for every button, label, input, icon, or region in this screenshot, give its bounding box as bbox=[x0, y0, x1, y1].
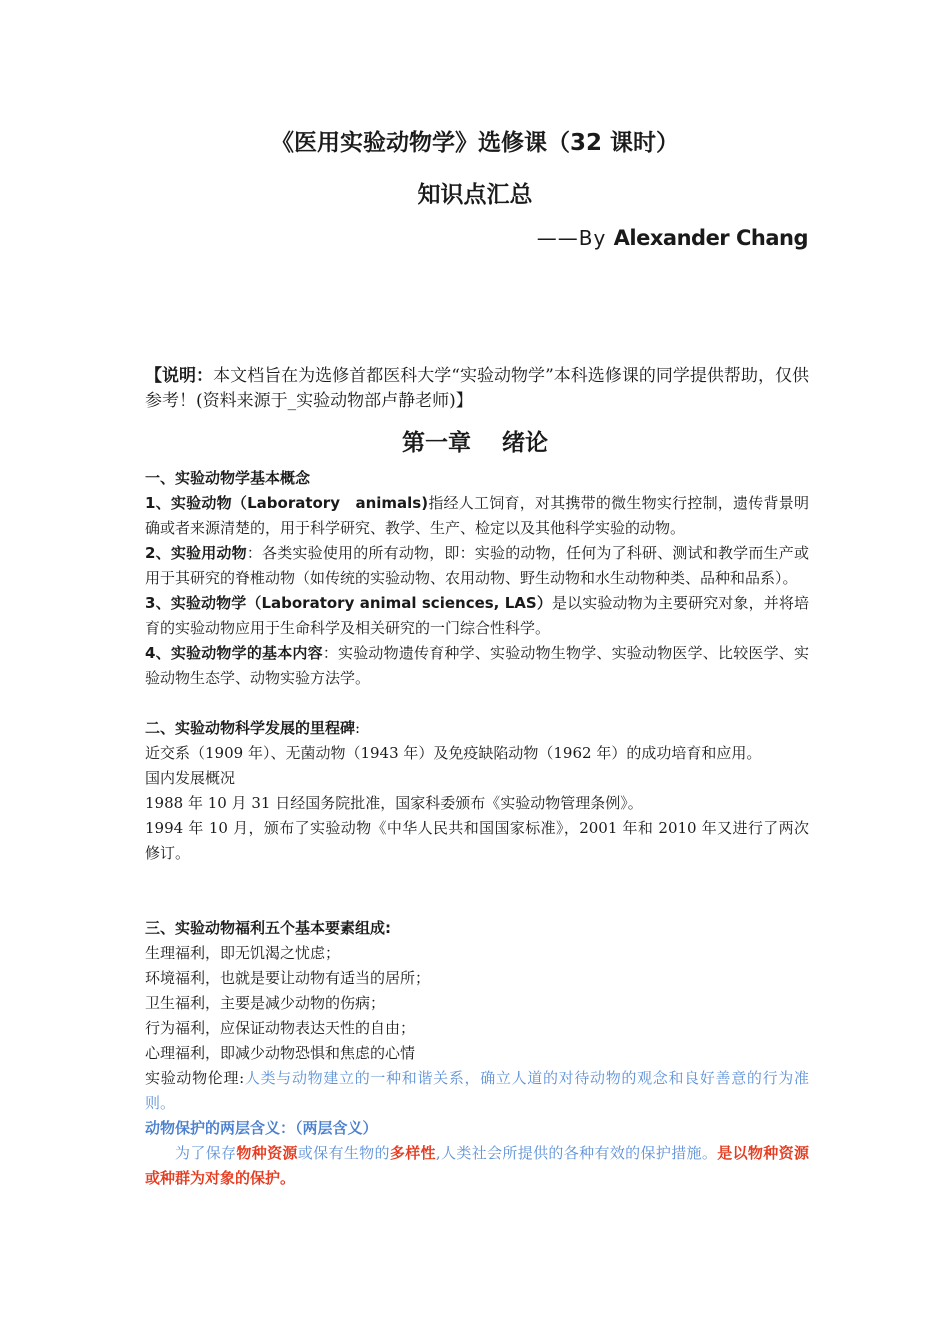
welfare-line: 行为福利，应保证动物表达天性的自由； bbox=[145, 1019, 416, 1037]
section2-heading-line bbox=[145, 716, 809, 741]
protection-paragraph bbox=[145, 1141, 809, 1191]
protection-heading: 动物保护的两层含义：（两层含义） bbox=[145, 1119, 378, 1137]
welfare-line: 卫生福利，主要是减少动物的伤病； bbox=[145, 994, 386, 1012]
definition-text: ：实验动物遗传育种学、实验动物生物学、实验动物医学、比较医学、实验动物生态学、动物实验方法学。 bbox=[145, 644, 809, 687]
section1-heading: 一、实验动物学基本概念 bbox=[145, 469, 311, 487]
ethics-text: 人类与动物建立的一种和谐关系，确立人道的对待动物的观念和良好善意的行为准则。 bbox=[145, 1069, 809, 1112]
definition-text: ：各类实验使用的所有动物，即：实验的动物，任何为了科研、测试和教学而生产或用于其研究的脊椎动物（如传统的实验动物、农用动物、野生动物和水生动物种类、品种和品系）。 bbox=[145, 544, 809, 587]
milestone-line: 近交系（1909 年）、无菌动物（1943 年）及免疫缺陷动物（1962 年）的成功培育和应用。 bbox=[145, 744, 762, 762]
author-name: Alexander Chang bbox=[613, 226, 808, 250]
section2-heading: 二、实验动物科学发展的里程碑 bbox=[145, 719, 356, 737]
milestone-line: 1988 年 10 月 31 日经国务院批准，国家科委颁布《实验动物管理条例》。 bbox=[145, 794, 643, 812]
definition-item bbox=[145, 641, 809, 691]
document-body bbox=[145, 466, 809, 1191]
protection-highlight: 多样性 bbox=[389, 1144, 436, 1162]
note-text: 本文档旨在为选修首都医科大学“实验动物学”本科选修课的同学提供帮助，仅供参考！(资料来源于_实验动物部卢静老师)】 bbox=[145, 366, 809, 411]
author-byline bbox=[537, 226, 808, 250]
definition-term: 4、实验动物学的基本内容 bbox=[145, 644, 323, 662]
welfare-line: 生理福利，即无饥渴之忧虑； bbox=[145, 944, 341, 962]
document-note bbox=[145, 364, 809, 414]
document-title: 《医用实验动物学》选修课（32 课时） bbox=[270, 130, 679, 156]
section2-heading-suffix: : bbox=[355, 719, 361, 737]
section3-heading: 三、实验动物福利五个基本要素组成: bbox=[145, 919, 392, 937]
milestone-line: 1994 年 10 月，颁布了实验动物《中华人民共和国国家标准》，2001 年和 2010 年又进行了两次修订。 bbox=[145, 819, 809, 862]
protection-text: ,人类社会所提供的各种有效的保护措施。 bbox=[435, 1144, 718, 1162]
definition-text: 指经人工饲育，对其携带的微生物实行控制，遗传背景明确或者来源清楚的，用于科学研究、教学、生产、检定以及其他科学实验的动物。 bbox=[145, 494, 809, 537]
definition-item bbox=[145, 491, 809, 541]
note-label: 【说明： bbox=[145, 366, 214, 386]
welfare-line: 心理福利，即减少动物恐惧和焦虑的心情 bbox=[145, 1044, 416, 1062]
definition-item bbox=[145, 541, 809, 591]
byline-prefix: ——By bbox=[536, 226, 614, 250]
document-subtitle: 知识点汇总 bbox=[417, 182, 533, 208]
ethics-label: 实验动物伦理: bbox=[145, 1069, 245, 1087]
protection-highlight: 物种资源 bbox=[236, 1144, 298, 1162]
definition-text: 是以实验动物为主要研究对象，并将培育的实验动物应用于生命科学及相关研究的一门综合性科学。 bbox=[145, 594, 809, 637]
protection-highlight: 是以物种资源或种群为对象的保护。 bbox=[145, 1144, 809, 1187]
chapter-title: 第一章 绪论 bbox=[401, 430, 548, 456]
protection-text: 或保有生物的 bbox=[297, 1144, 390, 1162]
definition-term: 1、实验动物（Laboratory animals) bbox=[145, 494, 429, 512]
definition-term: 2、实验用动物 bbox=[145, 544, 247, 562]
welfare-line: 环境福利，也就是要让动物有适当的居所； bbox=[145, 969, 431, 987]
definition-term: 3、实验动物学（Laboratory animal sciences, LAS） bbox=[145, 594, 552, 612]
definition-item bbox=[145, 591, 809, 641]
milestone-line: 国内发展概况 bbox=[145, 769, 236, 787]
ethics-paragraph bbox=[145, 1066, 809, 1116]
protection-text: 为了保存 bbox=[175, 1144, 237, 1162]
